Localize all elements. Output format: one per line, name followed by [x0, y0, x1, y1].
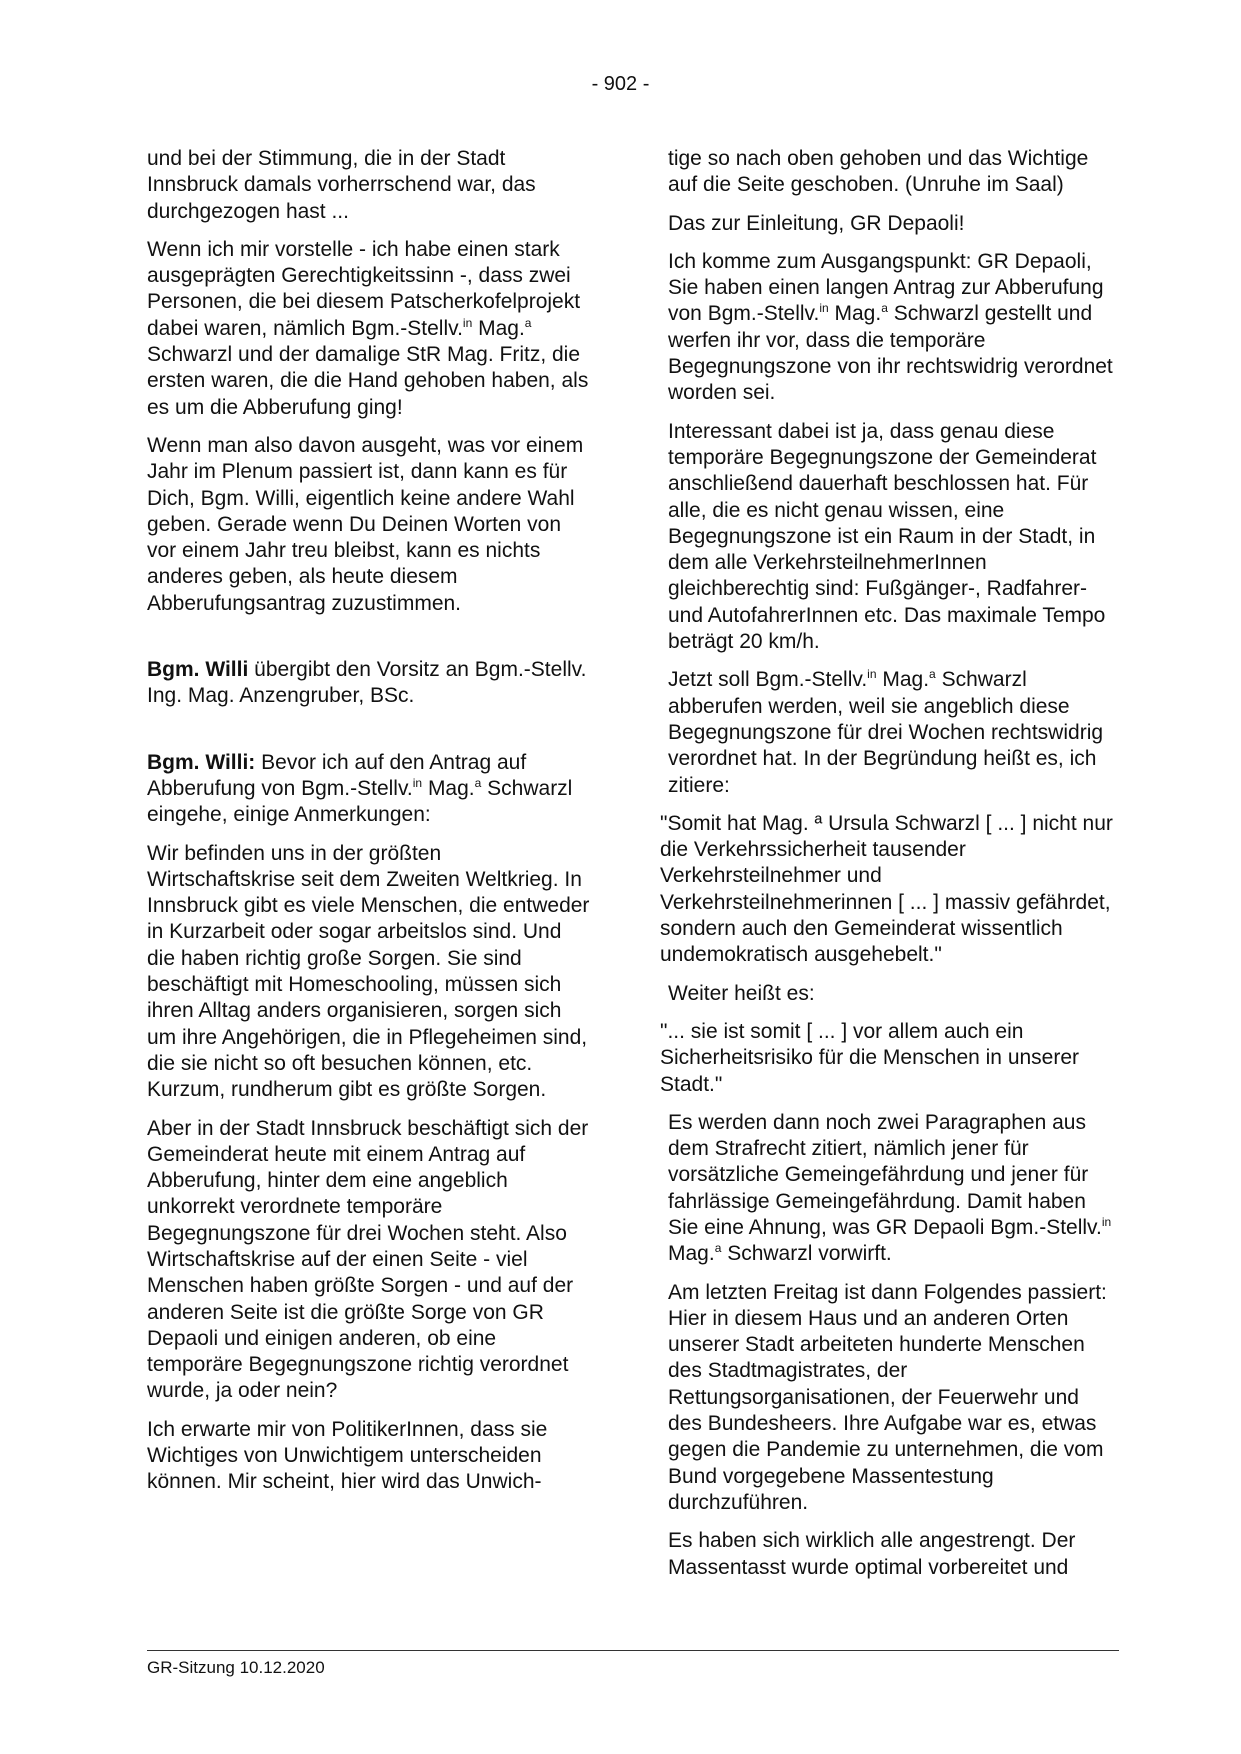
left-column: [147, 146, 593, 1508]
paragraph: Wenn man also davon ausgeht, was vor einem Jahr im Plenum passiert ist, dann kann es für Dich, Bgm. Willi, eigentlich keine andere Wahl geben. Gerade wenn Du Deinen Worten von vor einem Jahr treu bleibst, kann es nichts anderes geben, als heute diesem Abberufungsantrag zuzustimmen.: [147, 433, 584, 615]
paragraph: Ich erwarte mir von PolitikerInnen, dass sie Wichtiges von Unwichtigem unterscheiden können. Mir scheint, hier wird das Unwich-: [147, 1417, 548, 1494]
procedural-note: Bgm. Willi übergibt den Vorsitz an Bgm.-Stellv. Ing. Mag. Anzengruber, BSc.: [147, 658, 587, 708]
right-column: [660, 146, 1118, 1593]
paragraph: Interessant dabei ist ja, dass genau diese temporäre Begegnungszone der Gemeinderat anschließend dauerhaft beschlossen hat. Für alle, die es nicht genau wissen, eine Begegnungszone ist ein Raum in der Stadt, in dem alle VerkehrsteilnehmerInnen gleichberechtig sind: Fußgänger-, Radfahrer- und AutofahrerInnen etc. Das maximale Tempo beträgt 20 km/h.: [668, 419, 1106, 654]
paragraph: Weiter heißt es:: [668, 981, 815, 1005]
paragraph: Aber in der Stadt Innsbruck beschäftigt sich der Gemeinderat heute mit einem Antrag auf Abberufung, hinter dem eine angeblich unkorrekt verordnete temporäre Begegnungszone für drei Wochen steht. Also Wirtschaftskrise auf der einen Seite - viel Menschen haben größte Sorgen - und auf der anderen Seite ist die größte Sorge von GR Depaoli und einigen anderen, ob eine temporäre Begegnungszone richtig verordnet wurde, ja oder nein?: [147, 1116, 589, 1403]
paragraph: Wir befinden uns in der größten Wirtschaftskrise seit dem Zweiten Weltkrieg. In Innsbruck gibt es viele Menschen, die entweder in Kurzarbeit oder sogar arbeitslos sind. Und die haben richtig große Sorgen. Sie sind beschäftigt mit Homeschooling, müssen sich ihren Alltag anders organisieren, sorgen sich um ihre Angehörigen, die in Pflegeheimen sind, die sie nicht so oft besuchen können, etc. Kurzum, rundherum gibt es größte Sorgen.: [147, 841, 590, 1102]
footer-session-date: GR-Sitzung 10.12.2020: [147, 1658, 325, 1677]
speaker-name: Bgm. Willi:: [147, 750, 256, 774]
paragraph: Wenn ich mir vorstelle - ich habe einen stark ausgeprägten Gerechtigkeitssinn -, dass zwei Personen, die bei diesem Patscherkofelprojekt dabei waren, nämlich Bgm.-Stellv.$^{in}$ Mag.$^a$ Schwarzl und der damalige StR Mag. Fritz, die ersten waren, die die Hand gehoben haben, als es um die Abberufung ging!: [147, 237, 589, 419]
paragraph: Ich komme zum Ausgangspunkt: GR Depaoli, Sie haben einen langen Antrag zur Abberufung von Bgm.-Stellv.$^{in}$ Mag.$^a$ Schwarzl gestellt und werfen ihr vor, dass die temporäre Begegnungszone von ihr rechtswidrig verordnet worden sei.: [668, 249, 1113, 405]
footer-divider: [147, 1650, 1119, 1651]
quotation: "Somit hat Mag. ª Ursula Schwarzl [ ... ] nicht nur die Verkehrssicherheit tausender Verkehrsteilnehmer und Verkehrsteilnehmerinnen [ ... ] massiv gefährdet, sondern auch den Gemeinderat wissentlich undemokratisch ausgehebelt.": [660, 811, 1113, 967]
speaker-paragraph: Bgm. Willi: Bevor ich auf den Antrag auf Abberufung von Bgm.-Stellv.$^{in}$ Mag.$^a$ Schwarzl eingehe, einige Anmerkungen:: [147, 750, 573, 827]
paragraph: Jetzt soll Bgm.-Stellv.$^{in}$ Mag.$^a$ Schwarzl abberufen werden, weil sie angeblich diese Begegnungszone für drei Wochen rechtswidrig verordnet hat. In der Begründung heißt es, ich zitiere:: [668, 667, 1104, 797]
paragraph: Am letzten Freitag ist dann Folgendes passiert: Hier in diesem Haus und an anderen Orten unserer Stadt arbeiteten hunderte Menschen des Stadtmagistrates, der Rettungsorganisationen, der Feuerwehr und des Bundesheers. Ihre Aufgabe war es, etwas gegen die Pandemie zu unternehmen, die vom Bund vorgegebene Massentestung durchzuführen.: [668, 1280, 1107, 1514]
page-number: - 902 -: [591, 73, 650, 95]
speaker-name: Bgm. Willi: [147, 658, 249, 682]
paragraph: Es werden dann noch zwei Paragraphen aus dem Strafrecht zitiert, nämlich jener für vorsätzliche Gemeingefährdung und jener für fahrlässige Gemeingefährdung. Damit haben Sie eine Ahnung, was GR Depaoli Bgm.-Stellv.$^{in}$ Mag.$^a$ Schwarzl vorwirft.: [668, 1110, 1112, 1266]
paragraph: Es haben sich wirklich alle angestrengt. Der Massentasst wurde optimal vorbereitet und: [668, 1529, 1076, 1579]
paragraph: Das zur Einleitung, GR Depaoli!: [668, 211, 965, 235]
paragraph: tige so nach oben gehoben und das Wichtige auf die Seite geschoben. (Unruhe im Saal): [668, 147, 1089, 197]
quotation: "... sie ist somit [ ... ] vor allem auch ein Sicherheitsrisiko für die Menschen in unserer Stadt.": [660, 1019, 1080, 1096]
paragraph: und bei der Stimmung, die in der Stadt Innsbruck damals vorherrschend war, das durchgezogen hast ...: [147, 147, 536, 223]
